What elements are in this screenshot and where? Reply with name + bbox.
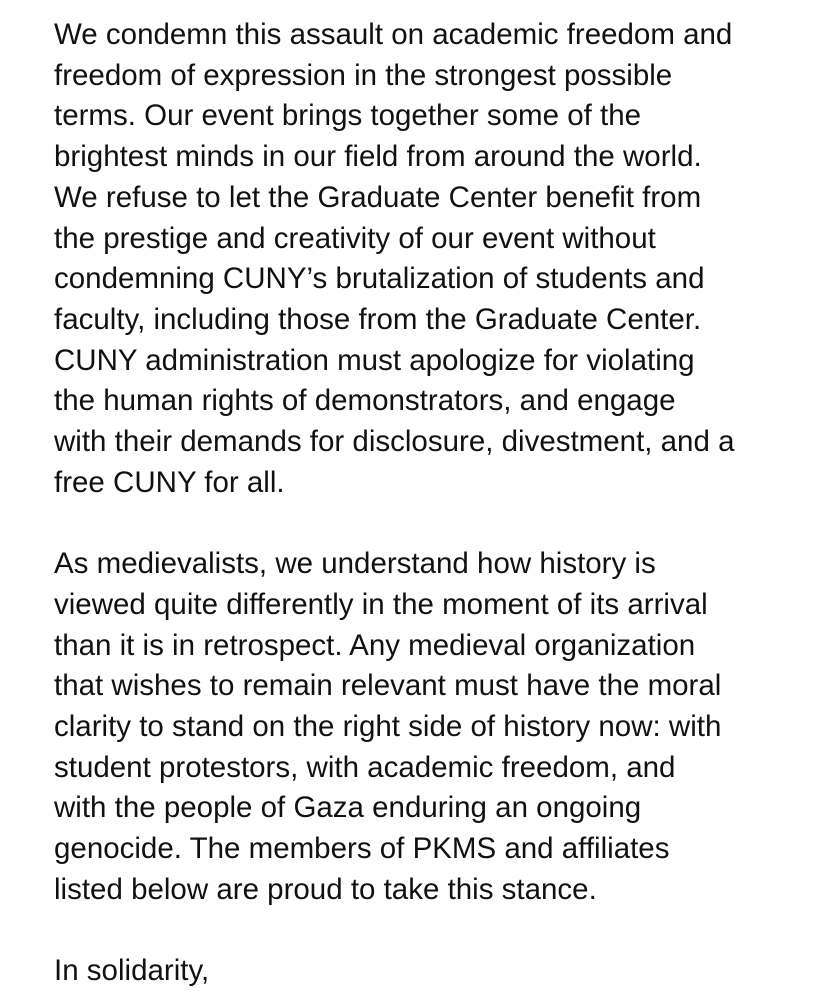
- text-line: clarity to stand on the right side of history now: with: [54, 709, 722, 743]
- text-line: that wishes to remain relevant must have the moral: [54, 669, 722, 703]
- text-line: In solidarity,: [54, 954, 210, 988]
- text-line: viewed quite differently in the moment of its arrival: [54, 587, 708, 621]
- text-line: the prestige and creativity of our event without: [54, 221, 656, 255]
- paragraph-medievalists: [54, 544, 814, 910]
- paragraph-condemnation: [54, 15, 814, 503]
- text-line: CUNY administration must apologize for violating: [54, 343, 695, 377]
- text-line: We refuse to let the Graduate Center benefit from: [54, 180, 702, 214]
- text-line: than it is in retrospect. Any medieval organization: [54, 628, 696, 662]
- text-line: free CUNY for all.: [54, 465, 285, 499]
- text-line: As medievalists, we understand how history is: [54, 547, 656, 581]
- text-line: listed below are proud to take this stance.: [54, 872, 597, 906]
- text-line: condemning CUNY’s brutalization of students and: [54, 262, 705, 296]
- text-line: genocide. The members of PKMS and affiliates: [54, 832, 670, 866]
- text-line: with their demands for disclosure, divestment, and a: [54, 425, 735, 459]
- text-line: with the people of Gaza enduring an ongoing: [54, 791, 642, 825]
- document-body: [54, 15, 814, 992]
- text-line: terms. Our event brings together some of the: [54, 99, 642, 133]
- text-line: faculty, including those from the Graduate Center.: [54, 302, 702, 336]
- text-line: brightest minds in our field from around the world.: [54, 140, 702, 174]
- text-line: freedom of expression in the strongest possible: [54, 58, 673, 92]
- closing-salutation: [54, 951, 814, 992]
- text-line: We condemn this assault on academic freedom and: [54, 18, 733, 51]
- text-line: student protestors, with academic freedom, and: [54, 750, 676, 784]
- text-line: the human rights of demonstrators, and engage: [54, 384, 676, 418]
